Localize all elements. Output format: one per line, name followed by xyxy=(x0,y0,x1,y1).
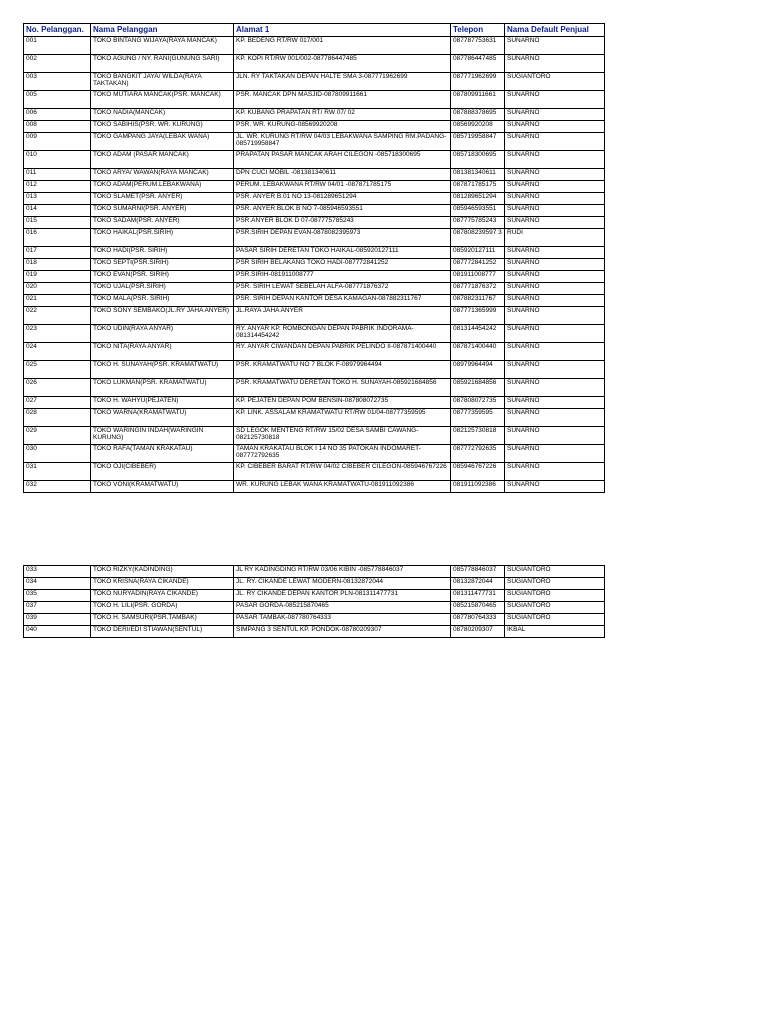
alamat-cell: JL. WR. KURUNG RT/RW 04/03 LEBAKWANA SAMPING RM.PADANG-085719958847 xyxy=(234,133,451,151)
nama-pelanggan-cell: TOKO WARINGIN INDAH(WARINGIN KURUNG) xyxy=(91,427,234,445)
alamat-cell: JLN. RY TAKTAKAN DEPAN HALTE SMA 3-087771962699 xyxy=(234,73,451,91)
table-row xyxy=(24,73,605,91)
telepon-cell: 087871785175 xyxy=(451,181,505,193)
nama-pelanggan-cell: TOKO SLAMET(PSR. ANYER) xyxy=(91,193,234,205)
nama-pelanggan-cell: TOKO EVAN(PSR. SIRIH) xyxy=(91,271,234,283)
penjual-cell: SUNARNO xyxy=(505,283,605,295)
alamat-cell: JL. RY CIKANDE DEPAN KANTOR PLN-081311477731 xyxy=(234,590,451,602)
table-row xyxy=(24,151,605,169)
nama-pelanggan-cell: TOKO UJAL(PSR.SIRIH) xyxy=(91,283,234,295)
nama-pelanggan-cell: TOKO MALA(PSR. SIRIH) xyxy=(91,295,234,307)
alamat-cell: PSR. KRAMATWATU NO 7 BLOK F-08979964494 xyxy=(234,361,451,379)
no-pelanggan-cell: 003 xyxy=(24,73,91,91)
nama-pelanggan-cell: TOKO H. LILI(PSR. GORDA) xyxy=(91,602,234,614)
no-pelanggan-cell: 029 xyxy=(24,427,91,445)
telepon-cell: 082125730818 xyxy=(451,427,505,445)
alamat-cell: JL.RAYA JAHA ANYER xyxy=(234,307,451,325)
table-row xyxy=(24,295,605,307)
alamat-cell: PSR. SIRIH LEWAT SEBELAH ALFA-087771876372 xyxy=(234,283,451,295)
no-pelanggan-cell: 021 xyxy=(24,295,91,307)
nama-pelanggan-cell: TOKO ADAM(PERUM.LEBAKWANA) xyxy=(91,181,234,193)
penjual-cell: SUNARNO xyxy=(505,55,605,73)
penjual-cell: SUNARNO xyxy=(505,361,605,379)
table-row xyxy=(24,463,605,481)
nama-pelanggan-cell: TOKO SEPTI(PSR.SIRIH) xyxy=(91,259,234,271)
telepon-cell: 08132872044 xyxy=(451,578,505,590)
telepon-cell: 085718300695 xyxy=(451,151,505,169)
penjual-cell: SUGIANTORO xyxy=(505,614,605,626)
no-pelanggan-cell: 040 xyxy=(24,626,91,638)
nama-pelanggan-cell: TOKO SABIHIS(PSR. WR. KURUNG) xyxy=(91,121,234,133)
alamat-cell: KP. KUBANG PRAPATAN RT/ RW 07/ 02 xyxy=(234,109,451,121)
nama-pelanggan-cell: TOKO OJI(CIBEBER) xyxy=(91,463,234,481)
alamat-cell: PSR.SIRIH DEPAN EVAN-0878082395973 xyxy=(234,229,451,247)
alamat-cell: SIMPANG 3 SENTUL KP. PONDOK-08780209307 xyxy=(234,626,451,638)
penjual-cell: RUDI xyxy=(505,229,605,247)
table-row xyxy=(24,217,605,229)
telepon-cell: 087780764333 xyxy=(451,614,505,626)
penjual-cell: SUNARNO xyxy=(505,481,605,493)
penjual-cell: SUNARNO xyxy=(505,271,605,283)
alamat-cell: KP. LINK. ASSALAM KRAMATWATU RT/RW 01/04-08777359595 xyxy=(234,409,451,427)
alamat-cell: PSR. ANYER BLOK B NO 7-085946593551 xyxy=(234,205,451,217)
penjual-cell: SUNARNO xyxy=(505,205,605,217)
table-row xyxy=(24,169,605,181)
no-pelanggan-cell: 027 xyxy=(24,397,91,409)
no-pelanggan-cell: 024 xyxy=(24,343,91,361)
alamat-cell: KP. PEJATEN DEPAN POM BENSIN-087808072735 xyxy=(234,397,451,409)
no-pelanggan-cell: 037 xyxy=(24,602,91,614)
table-row xyxy=(24,397,605,409)
no-pelanggan-cell: 014 xyxy=(24,205,91,217)
penjual-cell: SUNARNO xyxy=(505,295,605,307)
table-row xyxy=(24,193,605,205)
telepon-cell: 085946767226 xyxy=(451,463,505,481)
penjual-cell: SUNARNO xyxy=(505,169,605,181)
header-row xyxy=(24,24,605,37)
no-pelanggan-cell: 011 xyxy=(24,169,91,181)
no-pelanggan-cell: 019 xyxy=(24,271,91,283)
telepon-cell: 087786447485 xyxy=(451,55,505,73)
telepon-cell: 08979964494 xyxy=(451,361,505,379)
no-pelanggan-cell: 012 xyxy=(24,181,91,193)
alamat-cell: PSR. WR. KURUNG-08569920208 xyxy=(234,121,451,133)
no-pelanggan-cell: 002 xyxy=(24,55,91,73)
nama-pelanggan-cell: TOKO ADAM (PASAR MANCAK) xyxy=(91,151,234,169)
nama-pelanggan-cell: TOKO DERI/EDI STIAWAN(SENTUL) xyxy=(91,626,234,638)
no-pelanggan-cell: 018 xyxy=(24,259,91,271)
no-pelanggan-cell: 008 xyxy=(24,121,91,133)
telepon-cell: 085778846037 xyxy=(451,566,505,578)
telepon-cell: 087871400440 xyxy=(451,343,505,361)
table-row xyxy=(24,133,605,151)
telepon-cell: 081911092386 xyxy=(451,481,505,493)
penjual-cell: SUNARNO xyxy=(505,379,605,397)
telepon-cell: 08777359595 xyxy=(451,409,505,427)
no-pelanggan-cell: 026 xyxy=(24,379,91,397)
nama-pelanggan-cell: TOKO SADAM(PSR. ANYER) xyxy=(91,217,234,229)
table-row xyxy=(24,181,605,193)
alamat-cell: PRAPATAN PASAR MANCAK ARAH CILEGON -085718300695 xyxy=(234,151,451,169)
no-pelanggan-cell: 030 xyxy=(24,445,91,463)
alamat-cell: PSR. SIRIH DEPAN KANTOR DESA KAMAGAN-087882311767 xyxy=(234,295,451,307)
penjual-cell: SUNARNO xyxy=(505,325,605,343)
nama-pelanggan-cell: TOKO HADI(PSR. SIRIH) xyxy=(91,247,234,259)
no-pelanggan-cell: 023 xyxy=(24,325,91,343)
nama-pelanggan-cell: TOKO UDIN(RAYA ANYAR) xyxy=(91,325,234,343)
penjual-cell: SUNARNO xyxy=(505,427,605,445)
nama-pelanggan-cell: TOKO NURYADIN(RAYA CIKANDE) xyxy=(91,590,234,602)
penjual-cell: SUGIANTORO xyxy=(505,566,605,578)
alamat-cell: TAMAN KRAKATAU BLOK I 14 NO 35 PATOKAN INDOMARET-087772792635 xyxy=(234,445,451,463)
penjual-cell: SUNARNO xyxy=(505,343,605,361)
table-row xyxy=(24,121,605,133)
no-pelanggan-cell: 034 xyxy=(24,578,91,590)
no-pelanggan-cell: 025 xyxy=(24,361,91,379)
no-pelanggan-cell: 001 xyxy=(24,37,91,55)
table-row xyxy=(24,283,605,295)
nama-pelanggan-cell: TOKO H. SUNAYAH(PSR. KRAMATWATU) xyxy=(91,361,234,379)
penjual-cell: SUNARNO xyxy=(505,133,605,151)
no-pelanggan-cell: 017 xyxy=(24,247,91,259)
nama-pelanggan-cell: TOKO ARYA/ WAWAN(RAYA MANCAK) xyxy=(91,169,234,181)
alamat-cell: KP. BEDENG RT/RW 017/001 xyxy=(234,37,451,55)
table-row xyxy=(24,307,605,325)
telepon-cell: 087775785243 xyxy=(451,217,505,229)
penjual-cell: SUNARNO xyxy=(505,91,605,109)
nama-pelanggan-cell: TOKO RIZKY(KADINDING) xyxy=(91,566,234,578)
penjual-cell: SUNARNO xyxy=(505,259,605,271)
header-telepon: Telepon xyxy=(451,24,505,37)
table-body-2 xyxy=(24,566,605,638)
table-row xyxy=(24,343,605,361)
nama-pelanggan-cell: TOKO H. SAMSURI(PSR.TAMBAK) xyxy=(91,614,234,626)
nama-pelanggan-cell: TOKO VONI(KRAMATWATU) xyxy=(91,481,234,493)
no-pelanggan-cell: 010 xyxy=(24,151,91,169)
nama-pelanggan-cell: TOKO H. WAHYU(PEJATEN) xyxy=(91,397,234,409)
nama-pelanggan-cell: TOKO KRISNA(RAYA CIKANDE) xyxy=(91,578,234,590)
alamat-cell: JL. RY. CIKANDE LEWAT MODERN-08132872044 xyxy=(234,578,451,590)
penjual-cell: SUNARNO xyxy=(505,37,605,55)
no-pelanggan-cell: 005 xyxy=(24,91,91,109)
table-row xyxy=(24,379,605,397)
alamat-cell: SD LEGOK MENTENG RT/RW 15/02 DESA SAMBI CAWANG-082125730818 xyxy=(234,427,451,445)
penjual-cell: SUNARNO xyxy=(505,181,605,193)
table-row xyxy=(24,602,605,614)
table-row xyxy=(24,91,605,109)
penjual-cell: SUNARNO xyxy=(505,307,605,325)
nama-pelanggan-cell: TOKO GAMPANG JAYA(LEBAK WANA) xyxy=(91,133,234,151)
telepon-cell: 085946593551 xyxy=(451,205,505,217)
no-pelanggan-cell: 031 xyxy=(24,463,91,481)
no-pelanggan-cell: 020 xyxy=(24,283,91,295)
penjual-cell: SUNARNO xyxy=(505,409,605,427)
alamat-cell: PSR SIRIH BELAKANG TOKO HADI-087772841252 xyxy=(234,259,451,271)
telepon-cell: 081311477731 xyxy=(451,590,505,602)
penjual-cell: SUNARNO xyxy=(505,247,605,259)
penjual-cell: SUNARNO xyxy=(505,397,605,409)
telepon-cell: 085920127111 xyxy=(451,247,505,259)
table-row xyxy=(24,626,605,638)
alamat-cell: WR. KURUNG LEBAK WANA KRAMATWATU-081911092386 xyxy=(234,481,451,493)
telepon-cell: 087808072735 xyxy=(451,397,505,409)
telepon-cell: 087771876372 xyxy=(451,283,505,295)
alamat-cell: PASAR GORDA-085215870465 xyxy=(234,602,451,614)
alamat-cell: PERUM. LEBAKWANA RT/RW 04/01 -087871785175 xyxy=(234,181,451,193)
alamat-cell: PSR.ANYER BLOK D 07-087775785243 xyxy=(234,217,451,229)
telepon-cell: 087808239597 3 xyxy=(451,229,505,247)
nama-pelanggan-cell: TOKO SUMARNI(PSR. ANYER) xyxy=(91,205,234,217)
table-row xyxy=(24,578,605,590)
penjual-cell: SUGIANTORO xyxy=(505,578,605,590)
nama-pelanggan-cell: TOKO LUKMAN(PSR. KRAMATWATU) xyxy=(91,379,234,397)
telepon-cell: 081314454242 xyxy=(451,325,505,343)
table-row xyxy=(24,361,605,379)
telepon-cell: 087809911661 xyxy=(451,91,505,109)
telepon-cell: 081289651294 xyxy=(451,193,505,205)
table-row xyxy=(24,445,605,463)
table-row xyxy=(24,259,605,271)
telepon-cell: 087882311767 xyxy=(451,295,505,307)
no-pelanggan-cell: 015 xyxy=(24,217,91,229)
nama-pelanggan-cell: TOKO NADIA(MANCAK) xyxy=(91,109,234,121)
telepon-cell: 08780209307 xyxy=(451,626,505,638)
alamat-cell: PASAR TAMBAK-087780764333 xyxy=(234,614,451,626)
telepon-cell: 087771962699 xyxy=(451,73,505,91)
header-nama-penjual: Nama Default Penjual xyxy=(505,24,605,37)
no-pelanggan-cell: 016 xyxy=(24,229,91,247)
telepon-cell: 085719958847 xyxy=(451,133,505,151)
nama-pelanggan-cell: TOKO BANGKIT JAYA/ WILDA(RAYA TAKTAKAN) xyxy=(91,73,234,91)
telepon-cell: 087787753631 xyxy=(451,37,505,55)
nama-pelanggan-cell: TOKO MUTIARA MANCAK(PSR. MANCAK) xyxy=(91,91,234,109)
alamat-cell: DPN CUCI MOBIL -081381340611 xyxy=(234,169,451,181)
alamat-cell: RY. ANYAR KP. ROMBONGAN DEPAN PABRIK INDORAMA-081314454242 xyxy=(234,325,451,343)
no-pelanggan-cell: 039 xyxy=(24,614,91,626)
alamat-cell: PSR. MANCAK DPN MASJID-087809911661 xyxy=(234,91,451,109)
nama-pelanggan-cell: TOKO RAFA(TAMAN KRAKATAU) xyxy=(91,445,234,463)
nama-pelanggan-cell: TOKO AGUNG / NY. RANI(GUNUNG SARI) xyxy=(91,55,234,73)
table-row xyxy=(24,37,605,55)
table-row xyxy=(24,205,605,217)
alamat-cell: KP. CIBEBER BARAT RT/RW 04/02 CIBEBER CILEGON-085946767226 xyxy=(234,463,451,481)
penjual-cell: SUNARNO xyxy=(505,445,605,463)
nama-pelanggan-cell: TOKO BINTANG WIJAYA(RAYA MANCAK) xyxy=(91,37,234,55)
no-pelanggan-cell: 033 xyxy=(24,566,91,578)
table-row xyxy=(24,409,605,427)
penjual-cell: SUNARNO xyxy=(505,109,605,121)
alamat-cell: JL RY KADINGDING RT/RW 03/06 KIBIN -085778846037 xyxy=(234,566,451,578)
nama-pelanggan-cell: TOKO WARNA(KRAMATWATU) xyxy=(91,409,234,427)
telepon-cell: 087772792635 xyxy=(451,445,505,463)
header-nama-pelanggan: Nama Pelanggan xyxy=(91,24,234,37)
telepon-cell: 087772841252 xyxy=(451,259,505,271)
table-row xyxy=(24,614,605,626)
penjual-cell: SUGIANTORO xyxy=(505,602,605,614)
table-row xyxy=(24,566,605,578)
table-body-1 xyxy=(24,37,605,493)
penjual-cell: SUNARNO xyxy=(505,121,605,133)
customer-table-2 xyxy=(23,565,605,638)
alamat-cell: KP. KOPI RT/RW 001/002-087786447485 xyxy=(234,55,451,73)
nama-pelanggan-cell: TOKO SONY SEMBAKO(JL.RY JAHA ANYER) xyxy=(91,307,234,325)
penjual-cell: SUNARNO xyxy=(505,217,605,229)
table-row xyxy=(24,325,605,343)
telepon-cell: 087771365999 xyxy=(451,307,505,325)
table-row xyxy=(24,247,605,259)
telepon-cell: 08569920208 xyxy=(451,121,505,133)
no-pelanggan-cell: 022 xyxy=(24,307,91,325)
penjual-cell: SUNARNO xyxy=(505,151,605,169)
telepon-cell: 085921684856 xyxy=(451,379,505,397)
telepon-cell: 087888378695 xyxy=(451,109,505,121)
alamat-cell: RY. ANYAR CIWANDAN DEPAN PABRIK PELINDO II-087871400440 xyxy=(234,343,451,361)
alamat-cell: PSR. KRAMATWATU DERETAN TOKO H. SUNAYAH-085921684856 xyxy=(234,379,451,397)
telepon-cell: 081911008777 xyxy=(451,271,505,283)
table-row xyxy=(24,427,605,445)
table-row xyxy=(24,271,605,283)
table-row xyxy=(24,229,605,247)
penjual-cell: SUGIANTORO xyxy=(505,590,605,602)
header-no-pelanggan: No. Pelanggan. xyxy=(24,24,91,37)
no-pelanggan-cell: 032 xyxy=(24,481,91,493)
customer-table-1 xyxy=(23,23,605,493)
header-alamat: Alamat 1 xyxy=(234,24,451,37)
telepon-cell: 081381340611 xyxy=(451,169,505,181)
penjual-cell: SUNARNO xyxy=(505,193,605,205)
penjual-cell: SUGIANTORO xyxy=(505,73,605,91)
no-pelanggan-cell: 009 xyxy=(24,133,91,151)
telepon-cell: 085215870465 xyxy=(451,602,505,614)
table-row xyxy=(24,55,605,73)
penjual-cell: SUNARNO xyxy=(505,463,605,481)
table-row xyxy=(24,590,605,602)
alamat-cell: PSR. ANYER B.01 NO 13-081289651294 xyxy=(234,193,451,205)
alamat-cell: PASAR SIRIH DERETAN TOKO HAIKAL-085920127111 xyxy=(234,247,451,259)
no-pelanggan-cell: 035 xyxy=(24,590,91,602)
penjual-cell: IKBAL xyxy=(505,626,605,638)
alamat-cell: PSR.SIRIH-081911008777 xyxy=(234,271,451,283)
table-row xyxy=(24,109,605,121)
nama-pelanggan-cell: TOKO HAIKAL(PSR.SIRIH) xyxy=(91,229,234,247)
table-row xyxy=(24,481,605,493)
no-pelanggan-cell: 013 xyxy=(24,193,91,205)
no-pelanggan-cell: 006 xyxy=(24,109,91,121)
no-pelanggan-cell: 028 xyxy=(24,409,91,427)
nama-pelanggan-cell: TOKO NITA(RAYA ANYAR) xyxy=(91,343,234,361)
